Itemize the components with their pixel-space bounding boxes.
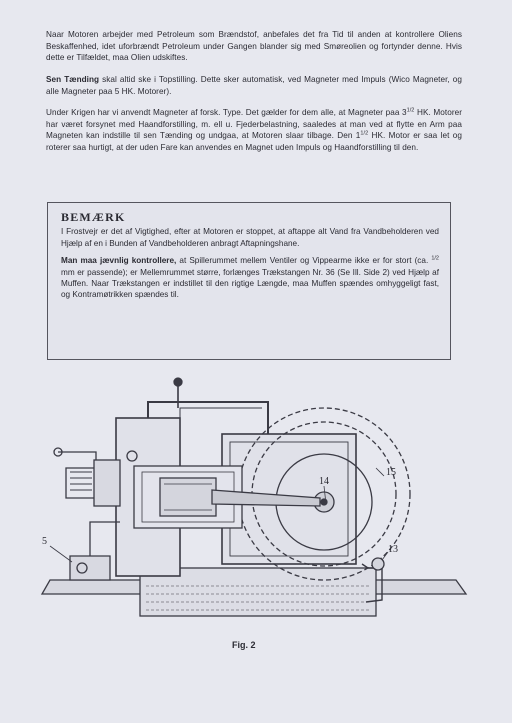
note-frost-paragraph: I Frostvejr er det af Vigtighed, efter at Motoren er stoppet, at aftappe alt Vand fra Vandbeholderen ved Hjælp af en i Bunden af Vandbeholderen anbragt Aftapningshane. bbox=[61, 227, 439, 248]
fraction-half: 1/2 bbox=[360, 130, 369, 137]
fraction-half: 1/2 bbox=[406, 107, 415, 114]
engine-cross-section-figure bbox=[36, 372, 484, 622]
paragraph-magnetos bbox=[46, 107, 462, 153]
paragraph-petroleum bbox=[46, 29, 462, 64]
paragraph-magnetos-c: HK. Motor er saa let og roterer saa hurtigt, at der uden Fare kan anvendes en Magnet uden Impuls og Haandforstilling til den. bbox=[46, 131, 462, 152]
note-valve-b: mm er passende); er Mellemrummet større, forlænges Trækstangen Nr. 36 (Se Ill. Side 2) ved Hjælp af Muffen. Naar Trækstangen er indstillet til den rigtige Længde, maa Muffen spændes omhyggeligt fast, og Kontramøtrikken spændes til. bbox=[61, 267, 439, 300]
note-box bbox=[47, 202, 451, 360]
fraction-half: 1/2 bbox=[431, 255, 439, 262]
paragraph-magnetos-a: Under Krigen har vi anvendt Magneter af forsk. Type. Det gælder for dem alle, at Magneter paa 3 bbox=[46, 108, 407, 117]
figure-label-13: 13 bbox=[388, 544, 398, 555]
note-valve-paragraph bbox=[61, 255, 439, 301]
figure-label-14: 14 bbox=[319, 476, 329, 487]
note-valve-a: at Spillerummet mellem Ventiler og Vippearme ikke er for stort (ca. bbox=[176, 256, 432, 266]
figure-label-5: 5 bbox=[42, 536, 47, 547]
paragraph-ignition bbox=[46, 74, 462, 97]
paragraph-ignition-body: skal altid ske i Topstilling. Dette sker automatisk, ved Magneter med Impuls (Wico Magneter, og alle Magneter paa 5 HK. Motorer). bbox=[46, 75, 462, 96]
paragraph-magnetos-b: HK. Motorer har været forsynet med Haandforstilling, m. ell u. Fjederbelastning, saaledes at man ved at flytte en Arm paa Magneten kan indstille til sen Tænding og undgaa, at Motoren slaar tilbage. Den 1 bbox=[46, 108, 462, 141]
paragraph-ignition-lead: Sen Tænding bbox=[46, 75, 100, 84]
figure-label-15: 15 bbox=[386, 467, 396, 478]
paragraph-petroleum-text: Naar Motoren arbejder med Petroleum som Brændstof, anbefales det fra Tid til anden at kontrollere Oliens Beskaffenhed, idet uforbrændt Petroleum under Gangen blander sig med Smøreolien og fortynder denne. Hvis dette er Tilfældet, maa Olien udskiftes. bbox=[46, 30, 462, 63]
note-valve-lead: Man maa jævnlig kontrollere, bbox=[61, 256, 177, 266]
fuel-pump bbox=[70, 556, 110, 580]
note-title: BEMÆRK bbox=[61, 210, 126, 224]
magneto bbox=[94, 460, 120, 506]
figure-caption: Fig. 2 bbox=[232, 640, 256, 650]
